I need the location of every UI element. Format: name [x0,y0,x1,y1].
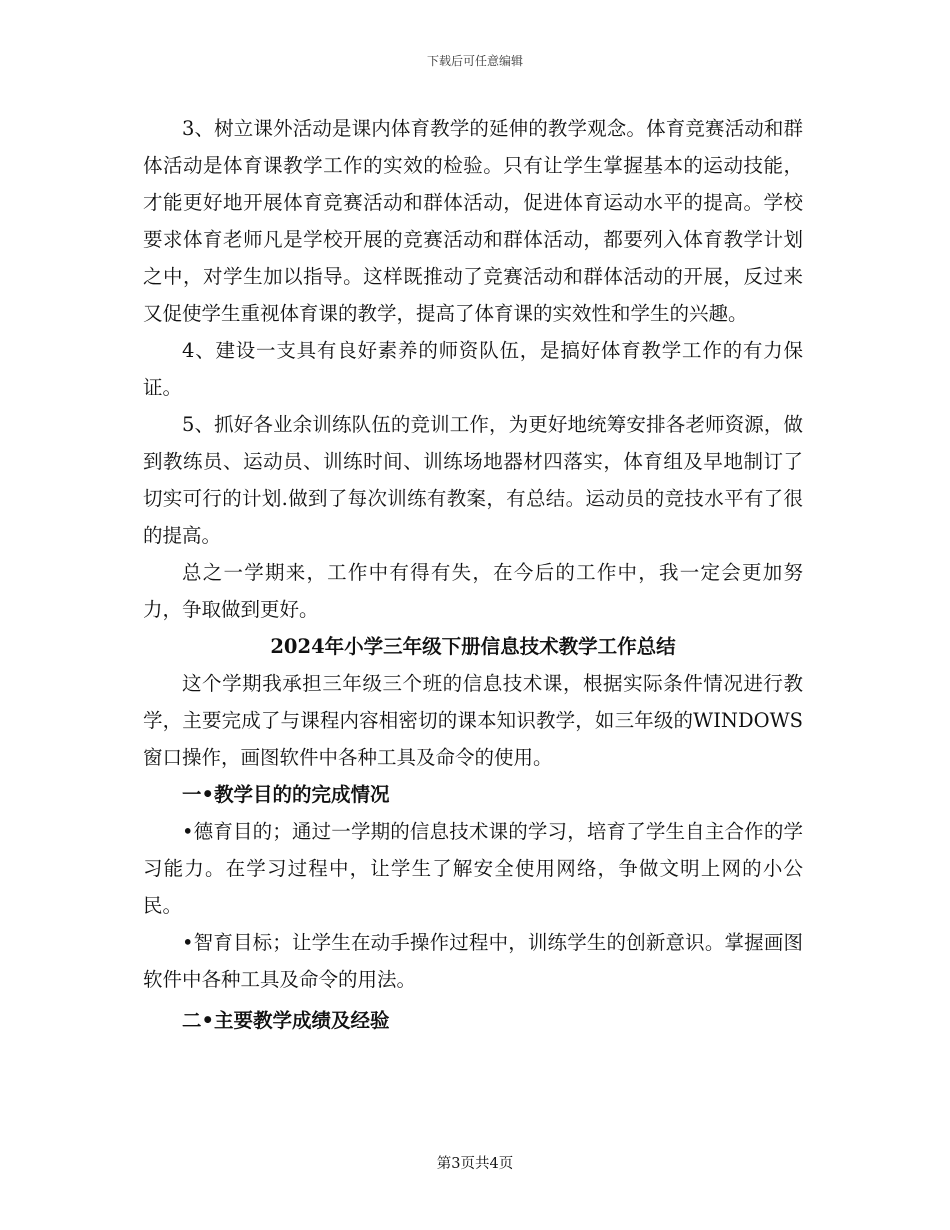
paragraph-summary: 总之一学期来，工作中有得有失，在今后的工作中，我一定会更加努力，争取做到更好。 [143,561,803,621]
page-footer: 第3页共4页 [436,1156,514,1172]
paragraph-3: 3、树立课外活动是课内体育教学的延伸的教学观念。体育竞赛活动和群体活动是体育课教学工作的实效的检验。只有让学生掌握基本的运动技能，才能更好地开展体育竞赛活动和群体活动，促进体育运动水平的提高。学校要求体育老师凡是学校开展的竞赛活动和群体活动，都要列入体育教学计划之中，对学生加以指导。这样既推动了竞赛活动和群体活动的开展，反过来又促使学生重视体育课的教学，提高了体育课的实效性和学生的兴趣。 [143,117,803,325]
document-body [143,110,803,1039]
heading-achievements: 二•主要教学成绩及经验 [182,1009,390,1032]
goal-moral-education: •德育目的；通过一学期的信息技术课的学习，培育了学生自主合作的学习能力。在学习过程中，让学生了解安全使用网络，争做文明上网的小公民。 [143,820,803,917]
paragraph-5: 5、抓好各业余训练队伍的竞训工作，为更好地统筹安排各老师资源，做到教练员、运动员、训练时间、训练场地器材四落实，体育组及早地制订了切实可行的计划.做到了每次训练有教案，有总结。运动员的竞技水平有了很的提高。 [143,413,803,547]
heading-teaching-goals: 一•教学目的的完成情况 [182,783,390,806]
paragraph-4: 4、建设一支具有良好素养的师资队伍，是搞好体育教学工作的有力保证。 [143,339,803,399]
intro-paragraph: 这个学期我承担三年级三个班的信息技术课，根据实际条件情况进行教学，主要完成了与课程内容相密切的课本知识教学，如三年级的WINDOWS窗口操作，画图软件中各种工具及命令的使用。 [143,672,803,769]
goal-intellectual-education: •智育目标；让学生在动手操作过程中，训练学生的创新意识。掌握画图软件中各种工具及命令的用法。 [143,931,803,991]
page-header: 下载后可任意编辑 [426,54,523,68]
section-title: 2024年小学三年级下册信息技术教学工作总结 [270,635,676,658]
